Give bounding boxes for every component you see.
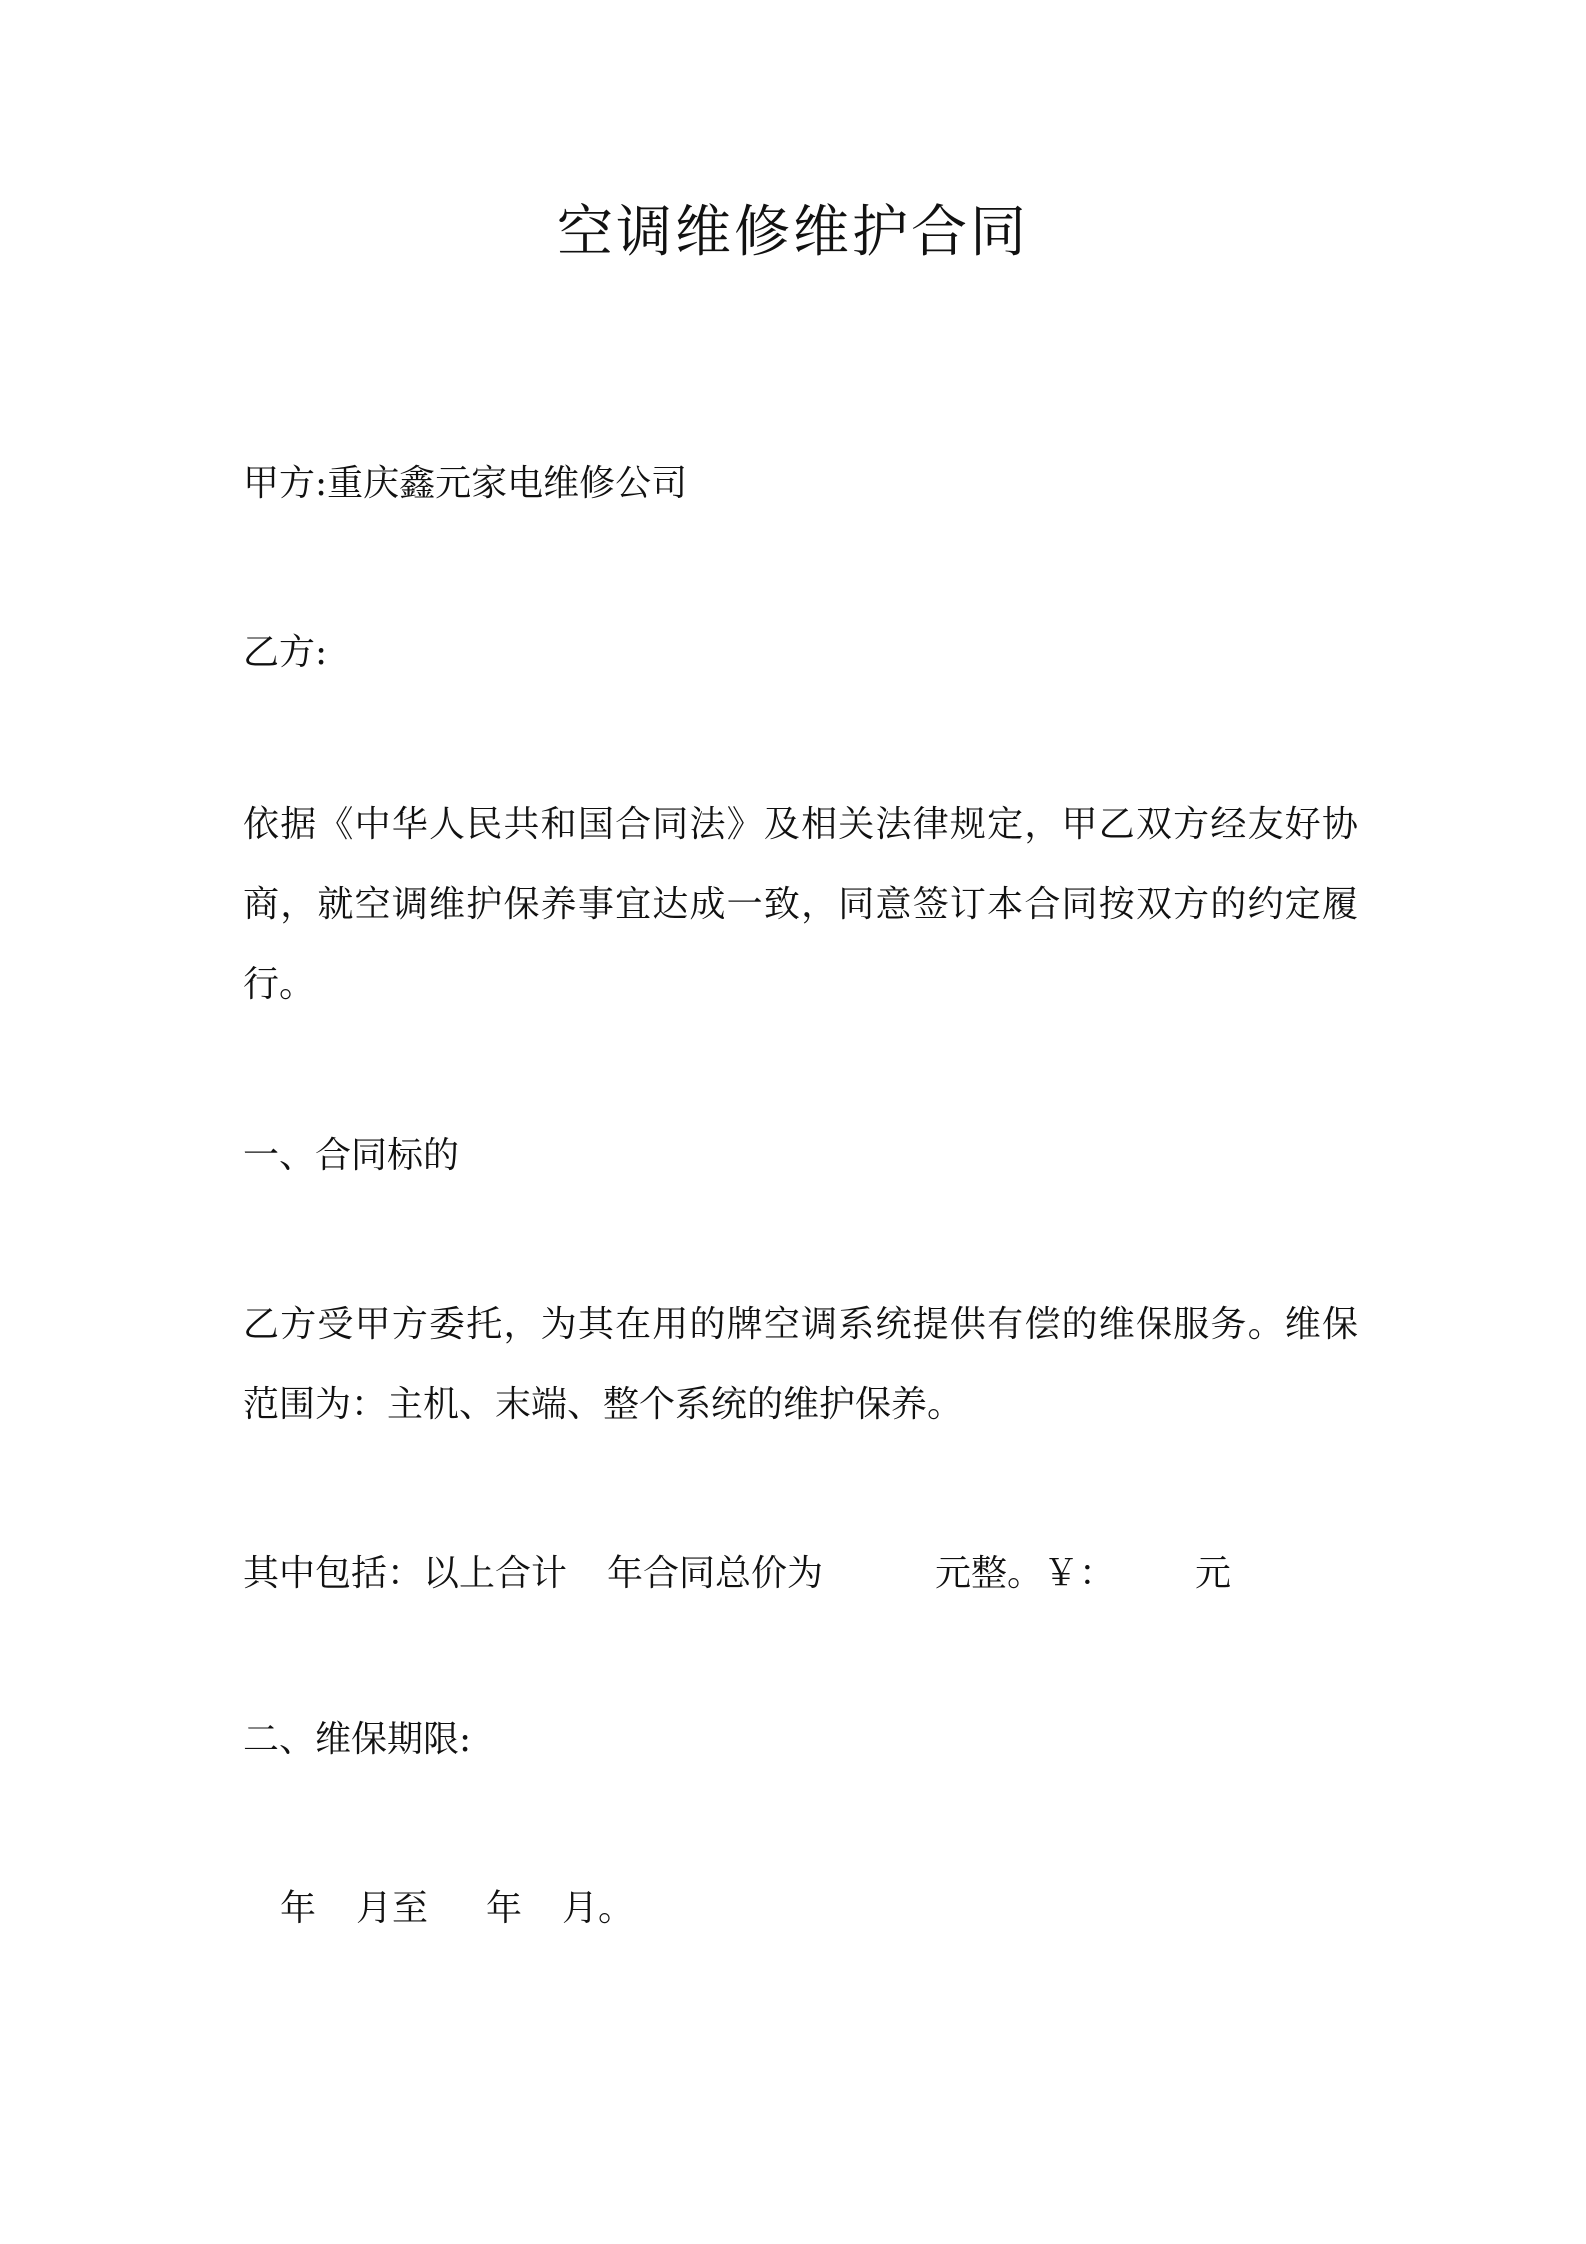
price-line-part-4: 元: [1195, 1553, 1232, 1594]
price-line-part-3: 元整。￥：: [935, 1553, 1116, 1594]
period-year-1: 年: [280, 1888, 317, 1929]
party-a-line: 甲方:重庆鑫元家电维修公司: [243, 463, 688, 504]
section-1-body: 乙方受甲方委托，为其在用的牌空调系统提供有偿的维保服务。维保范围为：主机、末端、整个系统的维护保养。: [243, 1304, 1358, 1425]
period-month-2: 月。: [562, 1888, 635, 1929]
price-line-part-2: 年合同总价为: [607, 1553, 824, 1594]
section-1-heading: 一、合同标的: [243, 1135, 460, 1176]
section-2-heading: 二、维保期限:: [243, 1719, 472, 1760]
page-title: 空调维修维护合同: [557, 200, 1029, 265]
preamble-paragraph: 依据《中华人民共和国合同法》及相关法律规定，甲乙双方经友好协商，就空调维护保养事宜达成一致，同意签订本合同按双方的约定履行。: [243, 804, 1358, 1005]
party-b-line: 乙方:: [243, 632, 328, 673]
price-line-part-1: 其中包括：以上合计: [243, 1553, 568, 1594]
period-line: [280, 1887, 1400, 1931]
period-year-2: 年: [486, 1888, 523, 1929]
price-line: [243, 1552, 1363, 1596]
period-month-1: 月至: [356, 1888, 429, 1929]
